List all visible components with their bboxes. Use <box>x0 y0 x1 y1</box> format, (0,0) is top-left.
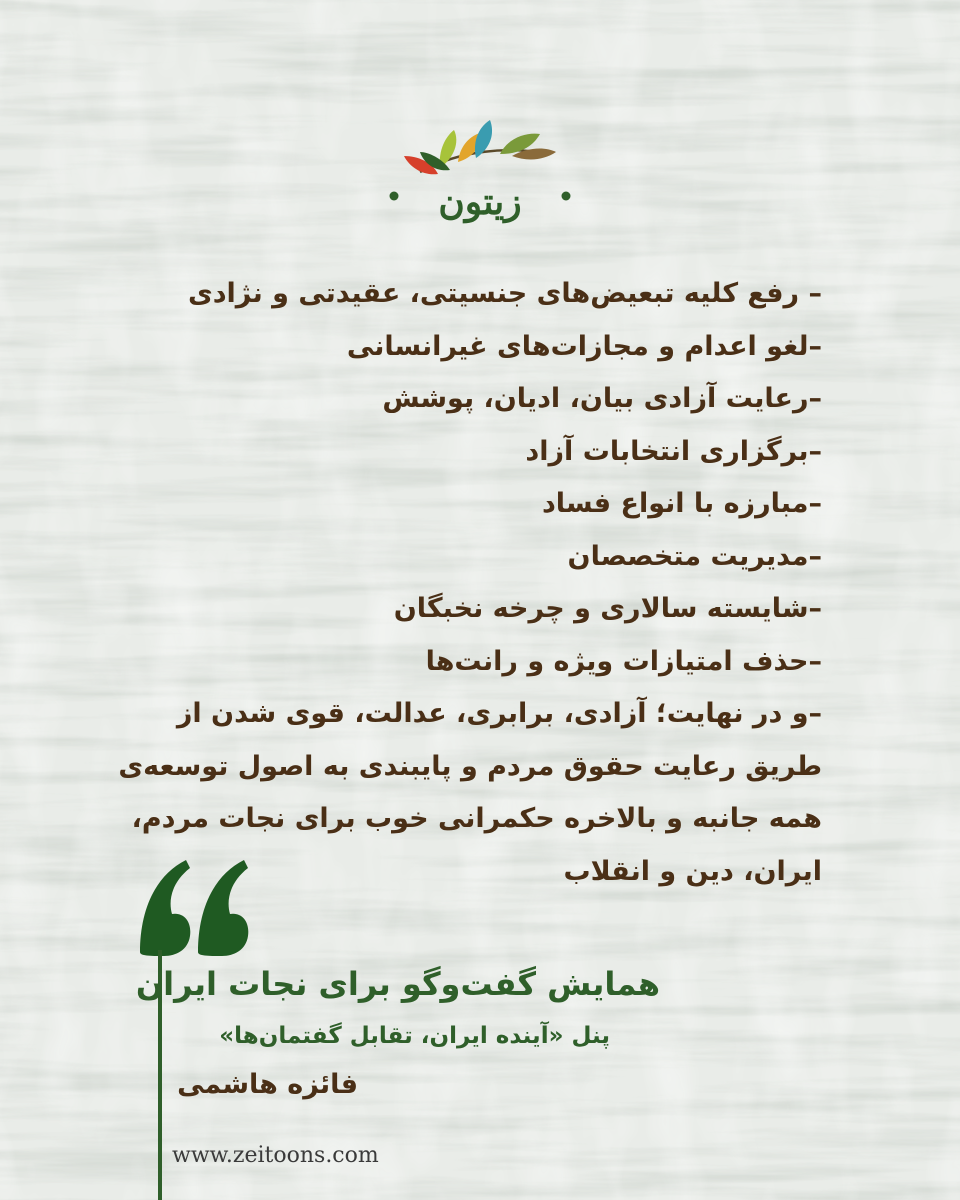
conference-title: همایش گفت‌وگو برای نجات ایران <box>135 965 660 1003</box>
final-paragraph: –و در نهایت؛ آزادی، برابری، عدالت، قوی شدن از طریق رعایت حقوق مردم و پایبندی به اصول توسعه‌ی همه جانبه و بالاخره حکمرانی خوب برای نجات مردم، ایران، دین و انقلاب <box>118 698 822 887</box>
demand-item: –مدیریت متخصصان <box>567 540 822 572</box>
demand-item: – رفع کلیه تبعیض‌های جنسیتی، عقیدتی و نژادی <box>187 278 822 309</box>
demands-list <box>100 268 822 898</box>
website-link[interactable]: www.zeitoons.com <box>172 1143 379 1168</box>
demand-item: –حذف امتیازات ویژه و رانت‌ها <box>425 645 822 677</box>
demand-item: –لغو اعدام و مجازات‌های غیرانسانی <box>346 330 822 362</box>
demand-item: –مبارزه با انواع فساد <box>541 488 822 519</box>
olive-branch-logo-icon <box>380 110 580 240</box>
zeitoon-logo <box>380 110 580 240</box>
logo-wordmark: زیتون <box>438 181 522 223</box>
demand-item: –برگزاری انتخابات آزاد <box>525 435 822 467</box>
panel-title: پنل «آینده ایران، تقابل گفتمان‌ها» <box>219 1023 610 1049</box>
demand-item: –شایسته سالاری و چرخه نخبگان <box>393 593 822 624</box>
quote-mark-icon <box>132 852 252 962</box>
demand-item: –رعایت آزادی بیان، ادیان، پوشش <box>382 383 822 414</box>
author-name: فائزه هاشمی <box>177 1069 358 1100</box>
